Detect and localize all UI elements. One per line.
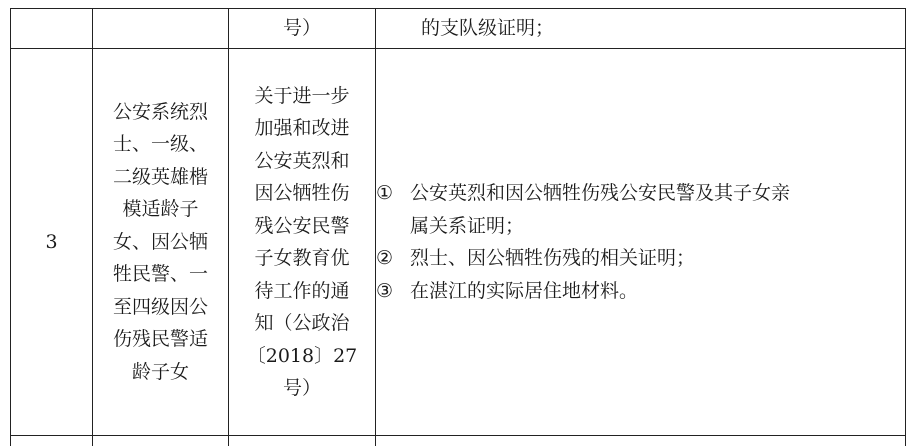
cell-target-empty [93, 9, 229, 49]
policy-line: 残公安民警 [229, 210, 375, 243]
policy-line: 知（公政治 [229, 307, 375, 340]
policy-line: 号） [229, 372, 375, 405]
table-row-continued [11, 9, 906, 49]
target-line: 龄子女 [93, 356, 228, 389]
target-line: 二级英雄楷 [93, 161, 228, 194]
target-line: 士、一级、 [93, 128, 228, 161]
policy-line: 因公牺牲伤 [229, 177, 375, 210]
requirement-line: 烈士、因公牺牲伤残的相关证明； [410, 242, 905, 275]
cell-next-2 [93, 436, 229, 446]
target-line: 至四级因公 [93, 291, 228, 324]
cell-policy-document [229, 49, 376, 436]
row-index: 3 [11, 49, 93, 436]
requirement-item [376, 177, 905, 242]
requirement-text [410, 242, 905, 275]
requirement-text [410, 275, 905, 308]
table-row-next [11, 436, 906, 446]
requirement-item [376, 242, 905, 275]
cell-next-4 [376, 436, 906, 446]
table-row-3 [11, 49, 906, 436]
requirement-text [410, 177, 905, 242]
policy-line: 关于进一步 [229, 80, 375, 113]
requirement-line: 公安英烈和因公牺牲伤残公安民警及其子女亲 [410, 177, 905, 210]
policy-line: 加强和改进 [229, 112, 375, 145]
requirement-line: 在湛江的实际居住地材料。 [410, 275, 905, 308]
target-line: 模适龄子 [93, 193, 228, 226]
target-line: 牲民警、一 [93, 258, 228, 291]
target-line: 伤残民警适 [93, 323, 228, 356]
circled-number-3: ③ [376, 275, 410, 308]
requirement-item [376, 275, 905, 308]
cell-requirements-continued: 的支队级证明； [376, 9, 906, 49]
policy-line: 子女教育优 [229, 242, 375, 275]
cell-requirements [376, 49, 906, 436]
target-line: 公安系统烈 [93, 96, 228, 129]
policy-line: 〔2018〕27 [229, 340, 375, 373]
policy-line: 公安英烈和 [229, 145, 375, 178]
cell-index-empty [11, 9, 93, 49]
requirement-line: 属关系证明； [410, 210, 905, 243]
cell-next-1 [11, 436, 93, 446]
policy-table [10, 8, 906, 446]
target-line: 女、因公牺 [93, 226, 228, 259]
circled-number-1: ① [376, 177, 410, 210]
cell-next-3 [229, 436, 376, 446]
policy-line: 待工作的通 [229, 275, 375, 308]
cell-target-group [93, 49, 229, 436]
cell-policy-continued: 号） [229, 9, 376, 49]
circled-number-2: ② [376, 242, 410, 275]
